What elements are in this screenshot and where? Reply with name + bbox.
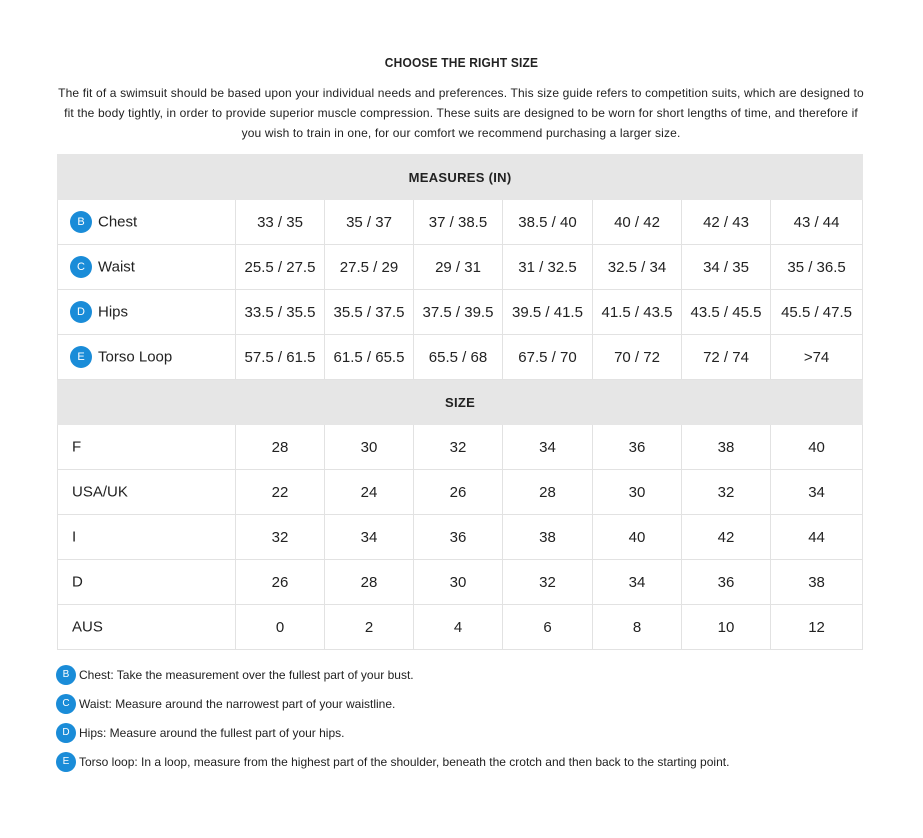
- row-label: [58, 515, 236, 560]
- row-label-text: Hips: [98, 303, 129, 321]
- table-row: [58, 335, 863, 380]
- table-cell: 38: [682, 425, 771, 470]
- table-cell: 67.5 / 70: [503, 335, 593, 380]
- measure-badge-icon: B: [70, 211, 92, 233]
- table-cell: 32: [682, 470, 771, 515]
- size-header: SIZE: [58, 380, 863, 425]
- table-cell: 29 / 31: [414, 245, 503, 290]
- table-cell: 37 / 38.5: [414, 200, 503, 245]
- table-cell: 32: [414, 425, 503, 470]
- table-cell: 35.5 / 37.5: [325, 290, 414, 335]
- table-cell: 34 / 35: [682, 245, 771, 290]
- table-cell: 57.5 / 61.5: [236, 335, 325, 380]
- table-cell: 44: [771, 515, 863, 560]
- table-cell: 4: [414, 605, 503, 650]
- measure-badge-icon: D: [70, 301, 92, 323]
- row-label: [58, 425, 236, 470]
- note-badge-icon: B: [56, 665, 76, 685]
- table-cell: 31 / 32.5: [503, 245, 593, 290]
- table-cell: 30: [414, 560, 503, 605]
- table-cell: 12: [771, 605, 863, 650]
- row-label: [58, 245, 236, 290]
- row-label: [58, 200, 236, 245]
- note-badge-icon: C: [56, 694, 76, 714]
- size-table: [57, 154, 863, 650]
- table-cell: 34: [593, 560, 682, 605]
- table-cell: 10: [682, 605, 771, 650]
- table-cell: 28: [325, 560, 414, 605]
- row-label-text: Chest: [98, 213, 138, 231]
- measurement-notes: [56, 660, 876, 776]
- note-text: Waist: Measure around the narrowest part of your waistline.: [79, 696, 396, 711]
- row-label-text: D: [72, 573, 83, 591]
- table-cell: 65.5 / 68: [414, 335, 503, 380]
- table-cell: 38: [503, 515, 593, 560]
- row-label: [58, 335, 236, 380]
- note-text: Hips: Measure around the fullest part of your hips.: [79, 725, 345, 740]
- measure-badge-icon: C: [70, 256, 92, 278]
- table-cell: 36: [682, 560, 771, 605]
- table-cell: 70 / 72: [593, 335, 682, 380]
- measures-header: MEASURES (IN): [58, 155, 863, 200]
- intro-paragraph: The fit of a swimsuit should be based upon your individual needs and preferences. This size guide refers to competition suits, which are designed to fit the body tightly, in order to provide superior muscle compression. These suits are designed to be worn for short lengths of time, and therefore if you wish to train in one, for our comfort we recommend purchasing a larger size.: [58, 86, 864, 140]
- table-cell: 28: [236, 425, 325, 470]
- table-cell: 6: [503, 605, 593, 650]
- table-cell: 42: [682, 515, 771, 560]
- table-cell: 25.5 / 27.5: [236, 245, 325, 290]
- table-cell: 40: [593, 515, 682, 560]
- row-label-text: Torso Loop: [98, 348, 173, 366]
- size-header-row: [58, 380, 863, 425]
- note-item: [56, 689, 876, 718]
- row-label-text: Waist: [98, 258, 135, 276]
- table-row: [58, 515, 863, 560]
- page-title: CHOOSE THE RIGHT SIZE: [384, 55, 539, 70]
- table-cell: 34: [503, 425, 593, 470]
- table-cell: 30: [593, 470, 682, 515]
- table-cell: 42 / 43: [682, 200, 771, 245]
- table-cell: 28: [503, 470, 593, 515]
- table-cell: 35 / 36.5: [771, 245, 863, 290]
- table-cell: 32: [503, 560, 593, 605]
- note-item: [56, 718, 876, 747]
- table-row: [58, 470, 863, 515]
- table-cell: 43.5 / 45.5: [682, 290, 771, 335]
- table-row: [58, 605, 863, 650]
- table-cell: 2: [325, 605, 414, 650]
- table-cell: 8: [593, 605, 682, 650]
- row-label: [58, 470, 236, 515]
- table-row: [58, 245, 863, 290]
- table-cell: 41.5 / 43.5: [593, 290, 682, 335]
- table-cell: 26: [236, 560, 325, 605]
- table-cell: 37.5 / 39.5: [414, 290, 503, 335]
- table-cell: 61.5 / 65.5: [325, 335, 414, 380]
- table-cell: 24: [325, 470, 414, 515]
- table-cell: 34: [325, 515, 414, 560]
- table-cell: 72 / 74: [682, 335, 771, 380]
- row-label-text: AUS: [72, 618, 103, 636]
- row-label-text: I: [72, 528, 77, 546]
- row-label: [58, 560, 236, 605]
- table-cell: 32.5 / 34: [593, 245, 682, 290]
- table-cell: 40 / 42: [593, 200, 682, 245]
- table-cell: 26: [414, 470, 503, 515]
- row-label: [58, 605, 236, 650]
- table-cell: 0: [236, 605, 325, 650]
- table-cell: 33 / 35: [236, 200, 325, 245]
- note-text: Chest: Take the measurement over the fullest part of your bust.: [79, 667, 414, 682]
- note-item: [56, 747, 876, 776]
- table-cell: 32: [236, 515, 325, 560]
- table-cell: 38: [771, 560, 863, 605]
- table-cell: 45.5 / 47.5: [771, 290, 863, 335]
- table-cell: 43 / 44: [771, 200, 863, 245]
- table-cell: 36: [593, 425, 682, 470]
- table-cell: 40: [771, 425, 863, 470]
- table-row: [58, 290, 863, 335]
- table-row: [58, 425, 863, 470]
- row-label-text: USA/UK: [72, 483, 128, 501]
- table-cell: 34: [771, 470, 863, 515]
- measures-header-row: [58, 155, 863, 200]
- table-cell: 33.5 / 35.5: [236, 290, 325, 335]
- table-cell: >74: [771, 335, 863, 380]
- row-label: [58, 290, 236, 335]
- table-cell: 39.5 / 41.5: [503, 290, 593, 335]
- measure-badge-icon: E: [70, 346, 92, 368]
- row-label-text: F: [72, 438, 82, 456]
- table-row: [58, 560, 863, 605]
- note-badge-icon: D: [56, 723, 76, 743]
- table-cell: 22: [236, 470, 325, 515]
- table-row: [58, 200, 863, 245]
- note-text: Torso loop: In a loop, measure from the highest part of the shoulder, beneath the crotch and then back to the starting point.: [79, 754, 730, 769]
- table-cell: 36: [414, 515, 503, 560]
- table-cell: 38.5 / 40: [503, 200, 593, 245]
- table-cell: 27.5 / 29: [325, 245, 414, 290]
- note-badge-icon: E: [56, 752, 76, 772]
- table-cell: 30: [325, 425, 414, 470]
- note-item: [56, 660, 876, 689]
- table-cell: 35 / 37: [325, 200, 414, 245]
